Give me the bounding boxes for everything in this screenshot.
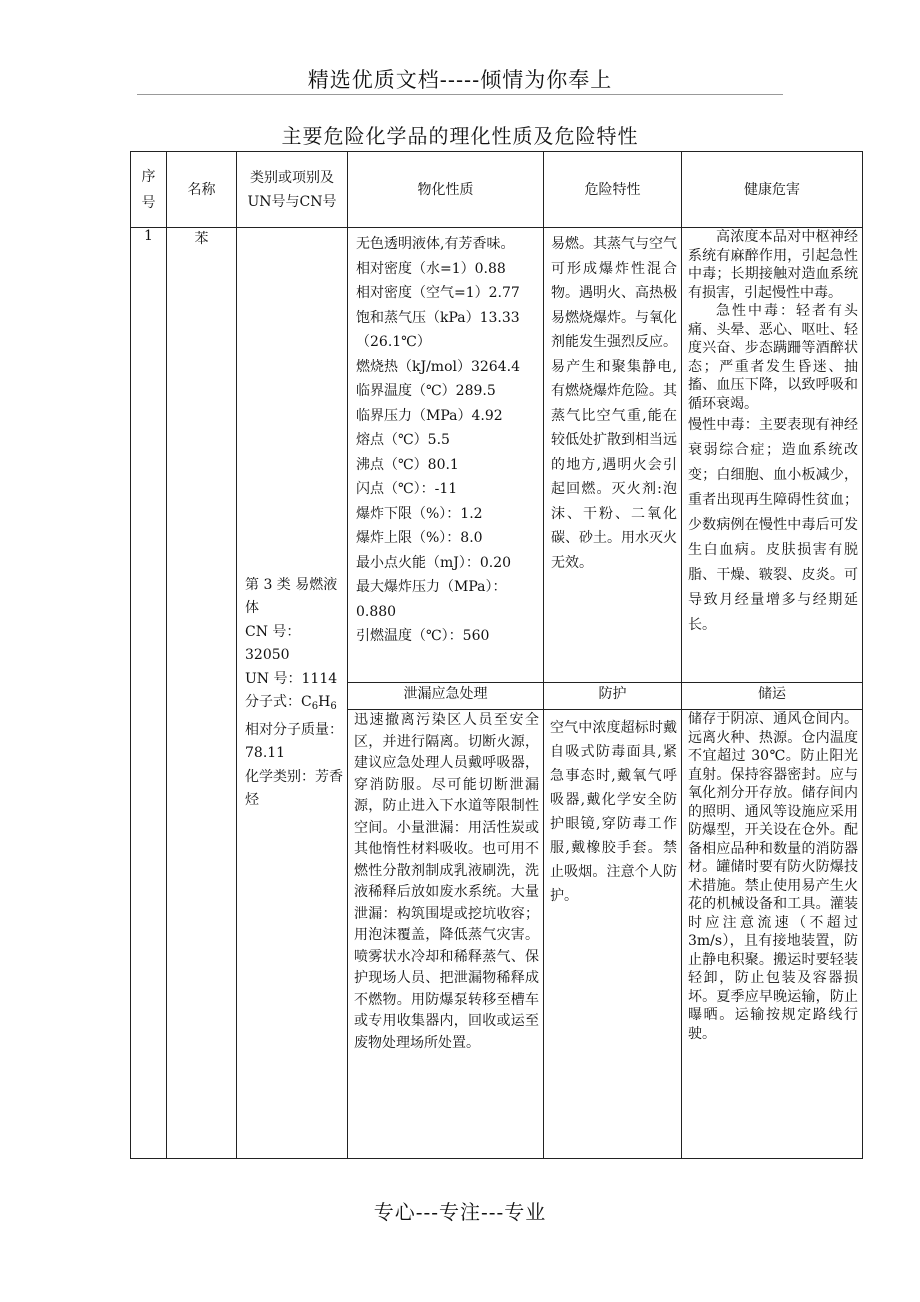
table-row <box>131 228 863 683</box>
property-line: （26.1℃） <box>356 334 431 350</box>
property-line: 无色透明液体,有芳香味。 <box>356 236 515 252</box>
chemical-table <box>130 151 863 1159</box>
property-line: 最小点火能（mJ）：0.20 <box>356 554 512 571</box>
property-line: 最大爆炸压力（MPa）： <box>356 579 507 595</box>
health-paragraph: 慢性中毒：主要表现有神经衰弱综合症；造血系统改变；白细胞、血小板减少，重者出现再生障碍性贫血；少数病例在慢性中毒后可发生白血病。皮肤损害有脱脂、干燥、皲裂、皮炎。可导致月经量增多与经期延长。 <box>688 417 858 633</box>
property-line: 临界温度（℃）289.5 <box>356 383 496 399</box>
sub-header-protection: 防护 <box>544 683 682 710</box>
property-line: 引燃温度（℃）：560 <box>356 628 490 644</box>
col-category-header: 类别或项别及UN号与CN号 <box>237 152 348 228</box>
page-header: 精选优质文档-----倾情为你奉上 <box>307 68 613 92</box>
property-line: 饱和蒸气压（kPa）13.33 <box>356 309 520 326</box>
row-hazards: 易燃。其蒸气与空气可形成爆炸性混合物。遇明火、高热极易燃烧爆炸。与氧化剂能发生强烈反应。易产生和聚集静电,有燃烧爆炸危险。其蒸气比空气重,能在较低处扩散到相当远的地方,遇明火会引起回燃。灭火剂:泡沫、干粉、二氧化碳、砂土。用水灭火无效。 <box>544 228 682 683</box>
document-title: 主要危险化学品的理化性质及危险特性 <box>281 124 639 148</box>
row-seq: 1 <box>131 228 167 1159</box>
row-name: 苯 <box>167 228 237 1159</box>
category-mass: 相对分子质量：78.11 <box>245 721 343 761</box>
property-line: 爆炸上限（%）：8.0 <box>356 530 483 546</box>
health-paragraph: 高浓度本品对中枢神经系统有麻醉作用，引起急性中毒；长期接触对造血系统有损害，引起慢性中毒。 <box>688 229 858 301</box>
col-health-header: 健康危害 <box>682 152 863 228</box>
col-hazards-header: 危险特性 <box>544 152 682 228</box>
sub-header-leak: 泄漏应急处理 <box>348 683 544 710</box>
leak-handling: 迅速撤离污染区人员至安全区，并进行隔离。切断火源，建议应急处理人员戴呼吸器，穿消防服。尽可能切断泄漏源，防止进入下水道等限制性空间。小量泄漏：用活性炭或其他惰性材料吸收。也可用不燃性分散剂制成乳液刷洗，洗液稀释后放如废水系统。大量泄漏：构筑围堤或挖坑收容；用泡沫覆盖，降低蒸气灾害。喷雾状水冷却和稀释蒸气、保护现场人员、把泄漏物稀释成不燃物。用防爆泵转移至槽车或专用收集器内，回收或运至废物处理场所处置。 <box>348 710 544 1159</box>
property-line: 相对密度（空气=1）2.77 <box>356 285 520 301</box>
page-footer: 专心---专注---专业 <box>373 1200 547 1224</box>
property-line: 燃烧热（kJ/mol）3264.4 <box>356 358 520 375</box>
header-rule <box>137 94 783 95</box>
col-name-header: 名称 <box>167 152 237 228</box>
category-formula: 分子式：$C_6H_6$ <box>245 694 337 712</box>
property-line: 沸点（℃）80.1 <box>356 456 459 473</box>
category-class: 第 3 类 易燃液体 <box>245 576 338 616</box>
health-paragraph: 急性中毒：轻者有头痛、头晕、恶心、呕吐、轻度兴奋、步态蹒跚等酒醉状态；严重者发生昏迷、抽搐、血压下降，以致呼吸和循环衰竭。 <box>688 303 858 412</box>
property-line: 熔点（℃）5.5 <box>356 432 450 448</box>
property-line: 相对密度（水=1）0.88 <box>356 260 506 277</box>
category-un: UN 号：1114 <box>245 670 338 687</box>
row-category <box>237 228 348 1159</box>
col-seq-header: 序号 <box>131 152 167 228</box>
table-header-row <box>131 152 863 228</box>
sub-header-storage: 储运 <box>682 683 863 710</box>
row-properties <box>348 228 544 683</box>
category-cn: CN 号：32050 <box>245 623 301 663</box>
storage-transport: 储存于阴凉、通风仓间内。远离火种、热源。仓内温度不宜超过 30℃。防止阳光直射。保持容器密封。应与氧化剂分开存放。储存间内的照明、通风等设施应采用防爆型，开关设在仓外。配备相应品种和数量的消防器材。罐储时要有防火防爆技术措施。禁止使用易产生火花的机械设备和工具。灌装时应注意流速（不超过 3m/s），且有接地装置，防止静电积聚。搬运时要轻装轻卸，防止包装及容器损坏。夏季应早晚运输，防止曝晒。运输按规定路线行驶。 <box>682 710 863 1159</box>
property-line: 临界压力（MPa）4.92 <box>356 407 503 424</box>
protection-measures: 空气中浓度超标时戴自吸式防毒面具,紧急事态时,戴氧气呼吸器,戴化学安全防护眼镜,穿防毒工作服,戴橡胶手套。禁止吸烟。注意个人防护。 <box>544 710 682 1159</box>
category-type: 化学类别：芳香烃 <box>245 768 343 808</box>
property-line: 闪点（℃）：-11 <box>356 481 458 497</box>
col-properties-header: 物化性质 <box>348 152 544 228</box>
row-health <box>682 228 863 683</box>
property-line: 0.880 <box>356 603 397 620</box>
property-line: 爆炸下限（%）：1.2 <box>356 505 483 522</box>
